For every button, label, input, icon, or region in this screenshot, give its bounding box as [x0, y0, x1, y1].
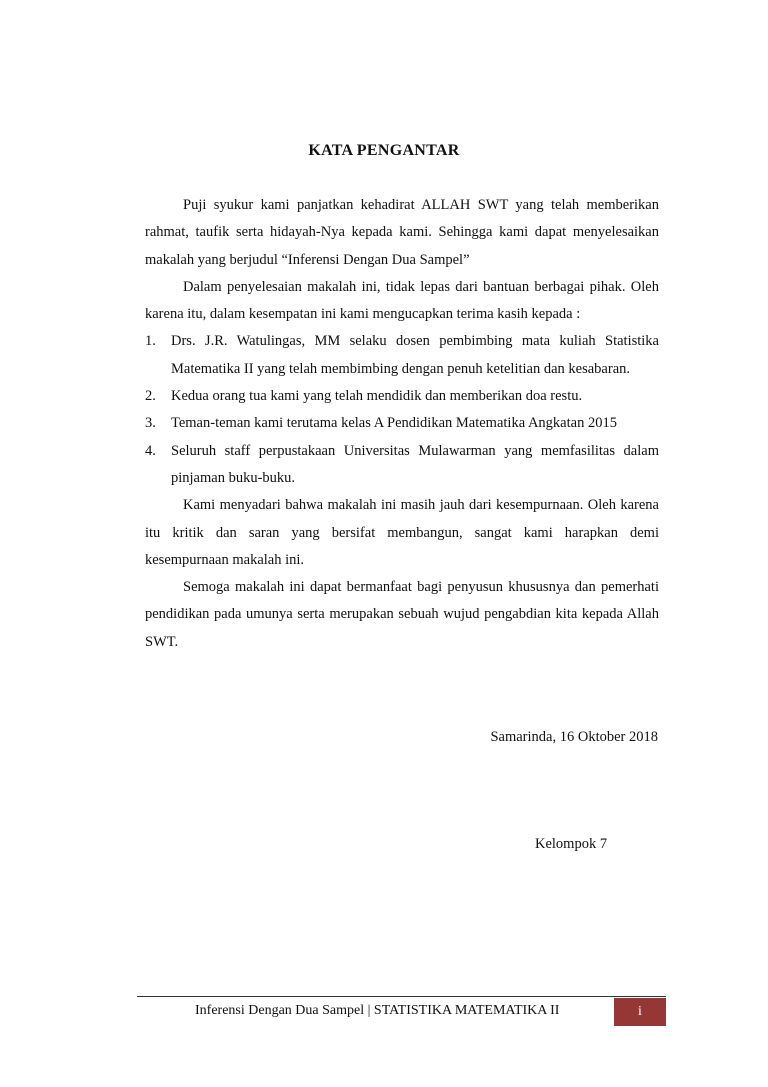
- list-text: Seluruh staff perpustakaan Universitas Mulawarman yang memfasilitas dalam pinjaman buku-buku.: [171, 442, 659, 486]
- paragraph-thanks: Dalam penyelesaian makalah ini, tidak lepas dari bantuan berbagai pihak. Oleh karena itu, dalam kesempatan ini kami mengucapkan terima kasih kepada :: [145, 278, 659, 323]
- list-number: 2.: [145, 388, 156, 405]
- thanks-list: [145, 328, 659, 492]
- list-text: Kedua orang tua kami yang telah mendidik dan memberikan doa restu.: [171, 388, 583, 405]
- page-number-badge: [614, 998, 666, 1026]
- paragraph-closing: Semoga makalah ini dapat bermanfaat bagi penyusun khususnya dan pemerhati pendidikan pada umunya serta merupakan sebuah wujud pengabdian kita kepada Allah SWT.: [145, 579, 659, 650]
- page-title: KATA PENGANTAR: [308, 142, 460, 159]
- list-text: Teman-teman kami terutama kelas A Pendidikan Matematika Angkatan 2015: [171, 415, 617, 432]
- paragraph-intro: Puji syukur kami panjatkan kehadirat ALLAH SWT yang telah memberikan rahmat, taufik serta hidayah-Nya kepada kami. Sehingga kami dapat menyelesaikan makalah yang berjudul “Inferensi Dengan Dua Sampel”: [145, 197, 659, 268]
- list-item: [145, 328, 659, 383]
- document-body: [145, 192, 659, 656]
- place-date: Samarinda, 16 Oktober 2018: [490, 729, 658, 745]
- group-signature: Kelompok 7: [535, 836, 608, 852]
- page-number: i: [638, 1004, 642, 1019]
- footer-title: Inferensi Dengan Dua Sampel | STATISTIKA MATEMATIKA II: [195, 1003, 560, 1018]
- list-number: 3.: [145, 415, 156, 432]
- list-item: [145, 438, 659, 493]
- footer-divider: [137, 996, 666, 997]
- list-item: [145, 383, 659, 410]
- list-number: 1.: [145, 333, 156, 350]
- list-item: [145, 410, 659, 437]
- list-number: 4.: [145, 442, 156, 459]
- list-text: Drs. J.R. Watulingas, MM selaku dosen pembimbing mata kuliah Statistika Matematika II yang telah membimbing dengan penuh ketelitian dan kesabaran.: [171, 333, 659, 377]
- paragraph-critique: Kami menyadari bahwa makalah ini masih jauh dari kesempurnaan. Oleh karena itu kritik dan saran yang bersifat membangun, sangat kami harapkan demi kesempurnaan makalah ini.: [145, 497, 659, 568]
